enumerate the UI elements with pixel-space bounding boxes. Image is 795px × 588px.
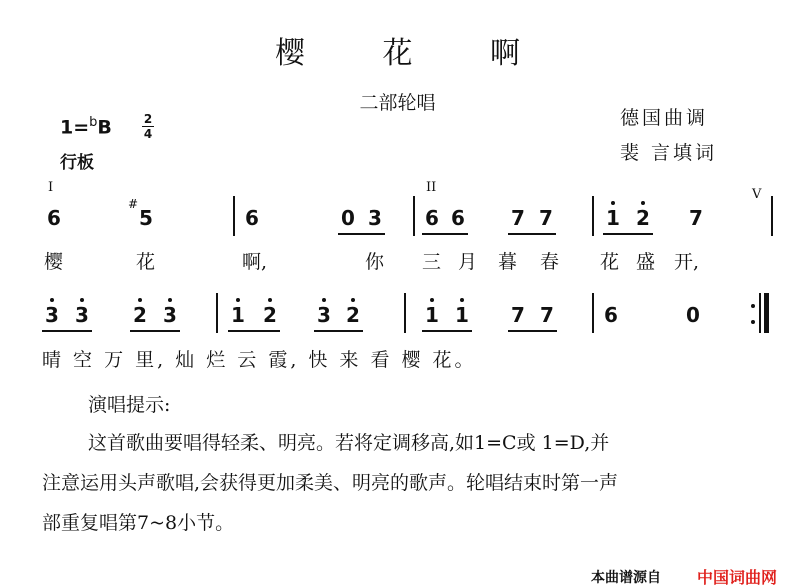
flat-sign: b [89,115,98,130]
tempo-marking: 行板 [60,153,94,173]
lyric: 三 [422,251,442,273]
breath-mark: V [752,187,762,202]
underline [130,330,180,332]
underline [508,233,556,235]
time-signature [142,113,154,140]
note: 6 [451,206,465,230]
underline [338,233,385,235]
meter-top: 2 [143,112,153,126]
tips-line-1: 这首歌曲要唱得轻柔、明亮。若将定调移高,如1=C或 1=D,并 [88,432,610,454]
underline [508,330,557,332]
lyric: 月 [458,251,478,273]
lyric: 盛 [636,251,656,273]
note-high: 1 [422,303,442,327]
tips-line-3: 部重复唱第7~8小节。 [42,512,235,534]
note-high: 3 [72,303,92,327]
note-high: 2 [633,206,653,230]
lyric: 暮 [498,251,518,273]
note: 3 [368,206,382,230]
tips-heading: 演唱提示: [88,394,171,416]
lyricist-credit: 裴 言填词 [620,142,718,164]
underline [422,233,468,235]
sharp-sign: # [128,197,139,211]
meter-bottom: 4 [143,127,153,141]
note: 7 [511,303,525,327]
note: 5 [139,206,153,230]
lyric: 你 [365,251,385,273]
song-title: 樱 花 啊 [274,36,555,71]
note: 7 [511,206,525,230]
bar-line [592,293,594,333]
note: 7 [689,206,703,230]
part-2-mark: II [426,180,437,195]
underline [422,330,472,332]
lyric: 花 [136,251,156,273]
bar-line [216,293,218,333]
note: 7 [539,206,553,230]
note-high: 1 [603,206,623,230]
part-1-mark: I [48,180,54,195]
lyric: 啊, [242,251,268,273]
note-high: 1 [228,303,248,327]
bar-line [413,196,415,236]
key-signature: 1=$^b$B [60,115,112,139]
note-high: 2 [343,303,363,327]
note: 6 [425,206,439,230]
bar-line [771,196,773,236]
note: 7 [540,303,554,327]
lyric: 花 [600,251,620,273]
bar-line [592,196,594,236]
lyric: 春 [540,251,560,273]
note-high: 3 [42,303,62,327]
note-high: 2 [130,303,150,327]
note: 6 [604,303,618,327]
lyric: 樱 [44,251,64,273]
source-label: 本曲谱源自 [591,570,661,586]
bar-line [404,293,406,333]
note: 0 [686,303,700,327]
underline [314,330,363,332]
site-link[interactable]: 中国词曲网 [697,568,778,587]
note-high: 1 [452,303,472,327]
lyrics-row-2: 晴 空 万 里, 灿 烂 云 霞, 快 来 看 樱 花。 [42,349,477,371]
song-subtitle: 二部轮唱 [359,92,436,114]
underline [42,330,92,332]
note: 6 [47,206,61,230]
underline [603,233,653,235]
composer-credit: 德国曲调 [620,107,709,129]
note-high: 3 [314,303,334,327]
tips-line-2: 注意运用头声歌唱,会获得更加柔美、明亮的歌声。轮唱结束时第一声 [42,472,619,494]
bar-line [233,196,235,236]
note-high: 2 [260,303,280,327]
underline [228,330,280,332]
note: 6 [245,206,259,230]
lyric: 开, [674,251,700,273]
note-high: 3 [160,303,180,327]
note: 0 [341,206,355,230]
